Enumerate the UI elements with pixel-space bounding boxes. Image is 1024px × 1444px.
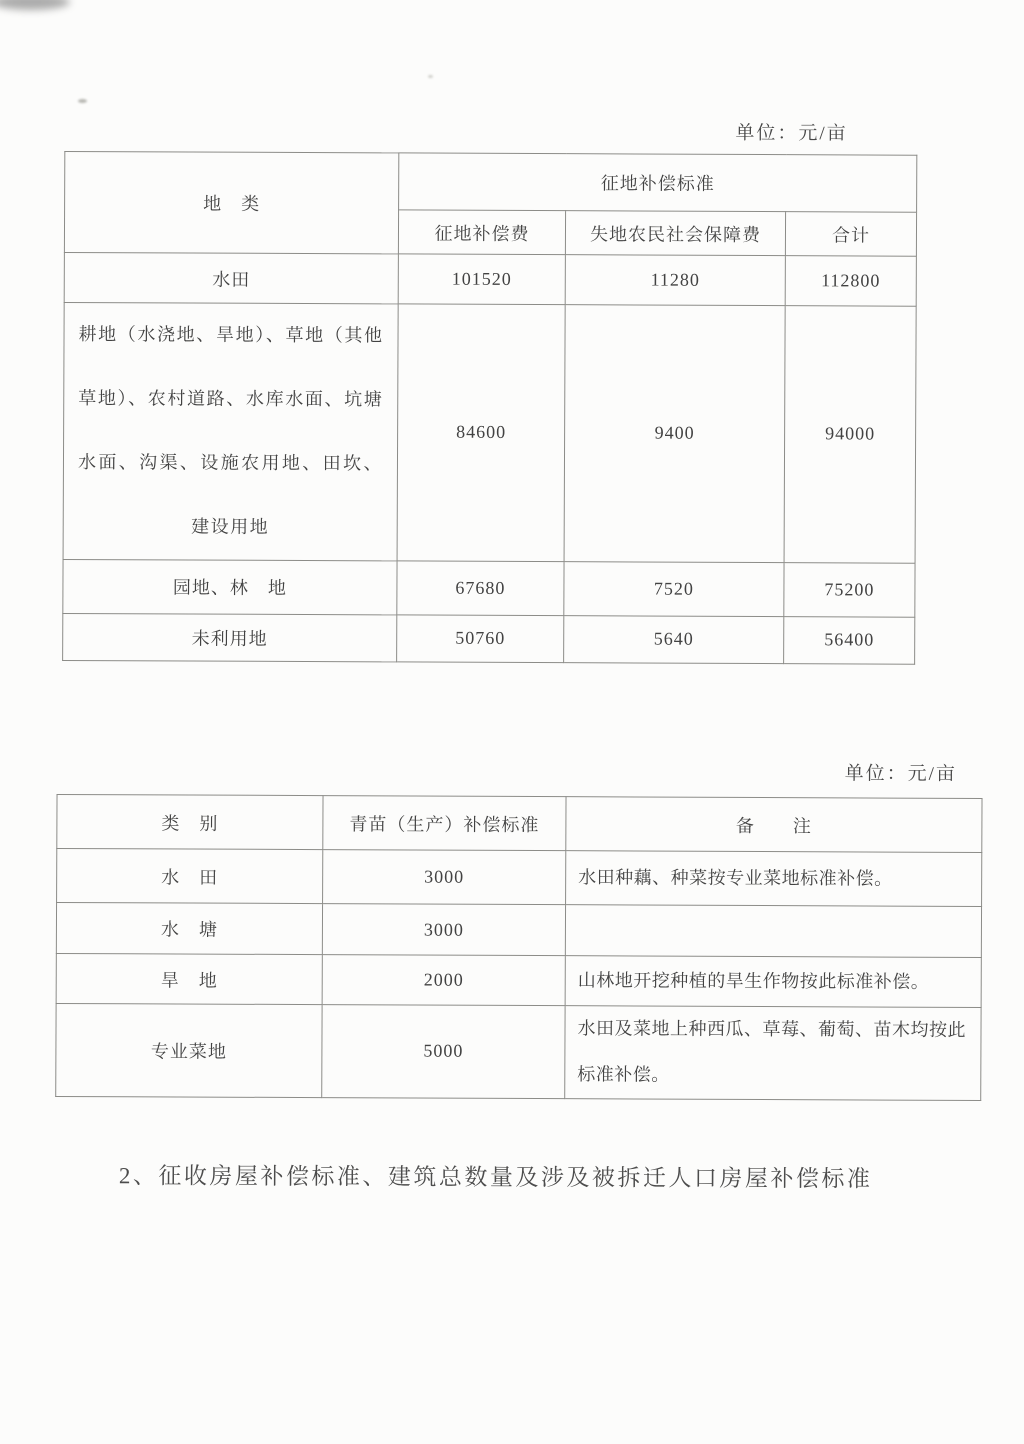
cell-total: 56400 — [784, 616, 915, 664]
cell-total: 75200 — [784, 562, 915, 617]
cell-land-type: 耕地（水浇地、旱地）、草地（其他草地）、农村道路、水库水面、坑塘水面、沟渠、设施农用地、田坎、建设用地 — [63, 302, 398, 560]
cell-land-type: 园地、林 地 — [63, 559, 397, 614]
header-total: 合计 — [785, 212, 916, 257]
table-row — [56, 1003, 981, 1100]
cell-remark — [565, 905, 981, 958]
table-row — [63, 613, 915, 664]
header-seedling-standard: 青苗（生产）补偿标准 — [323, 796, 566, 851]
cell-standard: 2000 — [322, 955, 565, 1006]
cell-category: 旱 地 — [56, 953, 322, 1004]
header-compensation-standard-group: 征地补偿标准 — [399, 153, 917, 212]
cell-land-type: 未利用地 — [63, 613, 397, 661]
table-header-row — [57, 794, 982, 852]
header-land-type: 地 类 — [64, 151, 398, 253]
header-social-security-fee: 失地农民社会保障费 — [565, 211, 785, 256]
cell-remark: 山林地开挖种植的旱生作物按此标准补偿。 — [565, 956, 981, 1008]
cell-category: 专业菜地 — [56, 1003, 322, 1097]
cell-standard: 5000 — [322, 1005, 565, 1099]
table-header-row — [65, 151, 917, 212]
cell-category: 水 田 — [57, 848, 323, 903]
table-row — [56, 902, 981, 957]
table-row — [64, 252, 916, 306]
cell-standard: 3000 — [322, 904, 565, 956]
cell-social-security-fee: 9400 — [564, 305, 785, 563]
unit-label-seedling-table: 单位：元/亩 — [844, 763, 957, 785]
table-row — [63, 302, 916, 562]
cell-social-security-fee: 11280 — [565, 255, 785, 306]
cell-standard: 3000 — [323, 850, 566, 905]
cell-social-security-fee: 7520 — [564, 561, 784, 616]
seedling-compensation-table — [55, 794, 982, 1101]
header-category: 类 别 — [57, 794, 323, 849]
cell-remark: 水田种藕、种菜按专业菜地标准补偿。 — [566, 851, 982, 907]
table-row — [63, 559, 915, 617]
cell-remark: 水田及菜地上种西瓜、草莓、葡萄、苗木均按此标准补偿。 — [565, 1006, 981, 1101]
cell-compensation-fee: 84600 — [397, 304, 565, 561]
cell-category: 水 塘 — [56, 902, 322, 954]
unit-label-land-table: 单位：元/亩 — [735, 122, 848, 145]
header-compensation-fee: 征地补偿费 — [398, 210, 565, 255]
cell-total: 94000 — [784, 306, 916, 563]
section-heading-house-compensation: 2、征收房屋补偿标准、建筑总数量及涉及被拆迁人口房屋补偿标准 — [118, 1163, 873, 1192]
cell-land-type: 水田 — [64, 252, 398, 303]
cell-total: 112800 — [785, 256, 916, 307]
table-row — [56, 953, 981, 1007]
cell-compensation-fee: 101520 — [398, 254, 565, 305]
header-remark: 备 注 — [566, 797, 982, 853]
cell-compensation-fee: 67680 — [397, 560, 564, 615]
table-row — [57, 848, 982, 906]
cell-compensation-fee: 50760 — [397, 614, 564, 662]
cell-social-security-fee: 5640 — [564, 615, 784, 663]
land-compensation-table — [62, 151, 917, 664]
